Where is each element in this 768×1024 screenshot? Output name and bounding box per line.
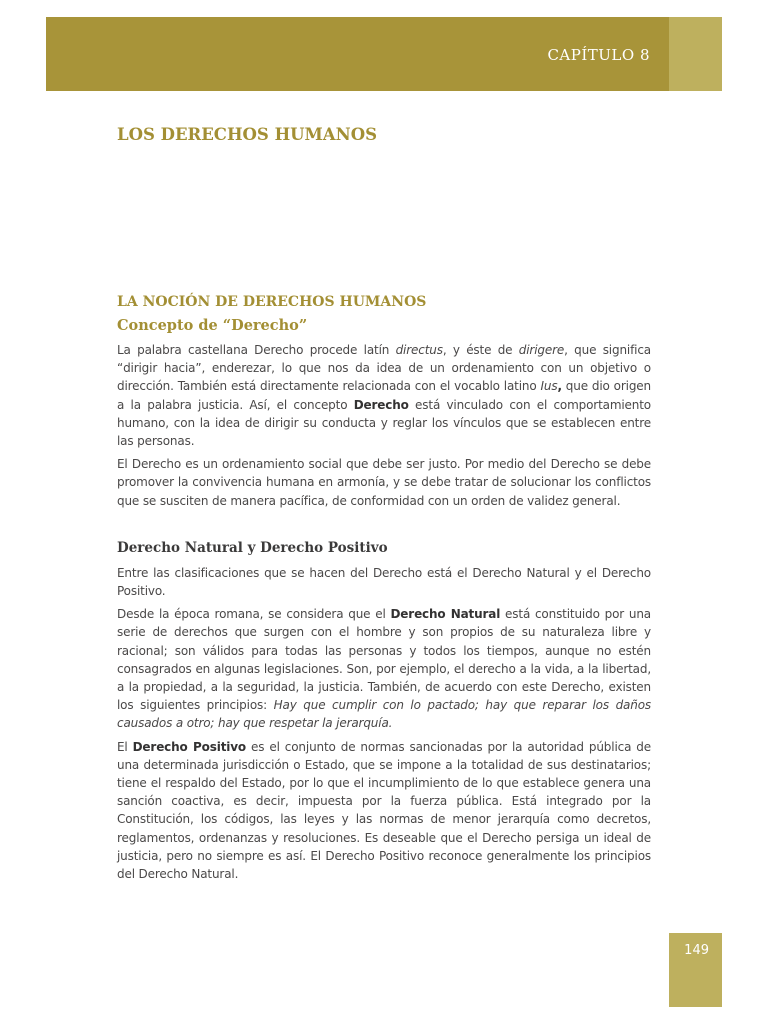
italic-term: dirigere <box>518 343 565 357</box>
page-number: 149 <box>684 943 709 958</box>
bold-term: Derecho Natural <box>390 607 501 622</box>
content <box>117 294 651 888</box>
italic-term: Ius <box>540 379 558 394</box>
paragraph-derecho-origin <box>117 341 651 450</box>
text-run: está constituido por una serie de derechos que surgen con el hombre y son propios de su naturaleza libre y racional; son válidos para todas las personas y todos los tiempos, aunque no estén consagrados en algunas legislaciones. Son, por ejemplo, el derecho a la vida, a la libertad, a la propiedad, a la seguridad, la justicia. También, de acuerdo con este Derecho, existen los siguientes principios: <box>117 607 651 713</box>
text-run: , y éste de <box>442 343 519 357</box>
bold-term: Derecho Positivo <box>132 739 247 754</box>
header-tab <box>669 17 722 91</box>
text-run: , que significa “dirigir hacia”, enderezar, lo que nos da idea de un ordenamiento con un objetivo o dirección. También está directamente relacionada con el vocablo latino <box>117 343 651 394</box>
bold-comma: , <box>557 379 562 394</box>
natural-positive-heading: Derecho Natural y Derecho Positivo <box>117 539 388 556</box>
subsection-heading: Concepto de “Derecho” <box>117 317 308 334</box>
bold-term: Derecho <box>353 397 409 412</box>
paragraph-derecho-natural <box>117 605 651 732</box>
italic-principles: Hay que cumplir con lo pactado; hay que reparar los daños causados a otro; hay que respetar la jerarquía. <box>117 698 651 731</box>
text-run: La palabra castellana Derecho procede latín <box>117 343 396 357</box>
paragraph-derecho-positivo <box>117 738 651 884</box>
paragraph-classification: Entre las clasificaciones que se hacen del Derecho está el Derecho Natural y el Derecho Positivo. <box>117 565 651 599</box>
text-run: El <box>117 739 133 754</box>
text-run: está vinculado con el comportamiento humano, con la idea de dirigir su conducta y reglar los vínculos que se establecen entre las personas. <box>117 397 651 449</box>
chapter-label: CAPÍTULO 8 <box>547 46 650 64</box>
text-run: que dio origen a la palabra justicia. Así, el concepto <box>117 379 651 412</box>
italic-term: directus <box>395 343 443 357</box>
section-heading: LA NOCIÓN DE DERECHOS HUMANOS <box>117 294 427 310</box>
text-run: Desde la época romana, se considera que el <box>117 607 391 622</box>
chapter-title: LOS DERECHOS HUMANOS <box>117 125 377 144</box>
text-run: es el conjunto de normas sancionadas por la autoridad pública de una determinada jurisdicción o Estado, que se impone a la totalidad de sus destinatarios; tiene el respaldo del Estado, por lo que el incumplimiento de lo que establece genera una sanción coactiva, es decir, impuesta por la fuerza pública. Está integrado por la Constitución, los códigos, las leyes y las normas de menor jerarquía como decretos, reglamentos, ordenanzas y resoluciones. Es deseable que el Derecho persiga un ideal de justicia, pero no siempre es así. El Derecho Positivo reconoce generalmente los principios del Derecho Natural. <box>117 739 651 882</box>
paragraph-derecho-social: El Derecho es un ordenamiento social que debe ser justo. Por medio del Derecho se debe promover la convivencia humana en armonía, y se debe tratar de solucionar los conflictos que se susciten de manera pacífica, de conformidad con un orden de validez general. <box>117 457 651 508</box>
